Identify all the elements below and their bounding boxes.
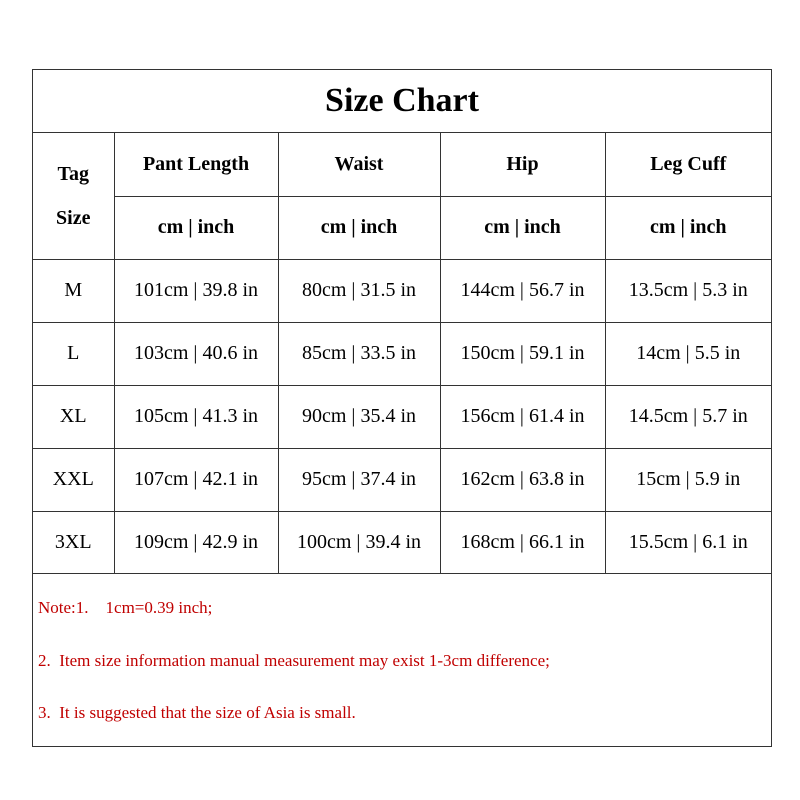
pant-length-cell: 101cm | 39.8 in <box>114 259 278 322</box>
column-header-leg-cuff: Leg Cuff <box>605 133 771 196</box>
waist-cell: 90cm | 35.4 in <box>278 385 440 448</box>
pant-length-cell: 107cm | 42.1 in <box>114 448 278 511</box>
leg-cuff-cell: 14cm | 5.5 in <box>605 322 771 385</box>
notes-section <box>33 573 771 746</box>
column-header-waist: Waist <box>278 133 440 196</box>
header-row <box>33 133 771 196</box>
waist-cell: 95cm | 37.4 in <box>278 448 440 511</box>
waist-cell: 80cm | 31.5 in <box>278 259 440 322</box>
note-1: Note:1. 1cm=0.39 inch; <box>38 598 213 617</box>
size-chart-frame <box>32 69 772 747</box>
table-row <box>33 322 771 385</box>
note-2: 2. Item size information manual measurement may exist 1-3cm difference; <box>38 651 550 670</box>
chart-title: Size Chart <box>33 70 771 133</box>
size-label: Size <box>56 206 91 229</box>
table-row <box>33 259 771 322</box>
column-header-pant-length: Pant Length <box>114 133 278 196</box>
table-row <box>33 448 771 511</box>
note-3: 3. It is suggested that the size of Asia is small. <box>38 703 356 722</box>
unit-label: cm | inch <box>440 196 605 259</box>
size-cell: M <box>33 259 114 322</box>
table-row <box>33 511 771 573</box>
hip-cell: 144cm | 56.7 in <box>440 259 605 322</box>
unit-label: cm | inch <box>114 196 278 259</box>
hip-cell: 162cm | 63.8 in <box>440 448 605 511</box>
tag-label: Tag <box>57 162 89 185</box>
waist-cell: 100cm | 39.4 in <box>278 511 440 573</box>
units-row <box>33 196 771 259</box>
leg-cuff-cell: 14.5cm | 5.7 in <box>605 385 771 448</box>
unit-label: cm | inch <box>278 196 440 259</box>
hip-cell: 156cm | 61.4 in <box>440 385 605 448</box>
size-cell: 3XL <box>33 511 114 573</box>
pant-length-cell: 105cm | 41.3 in <box>114 385 278 448</box>
leg-cuff-cell: 15cm | 5.9 in <box>605 448 771 511</box>
size-cell: XL <box>33 385 114 448</box>
pant-length-cell: 109cm | 42.9 in <box>114 511 278 573</box>
size-cell: L <box>33 322 114 385</box>
column-header-hip: Hip <box>440 133 605 196</box>
hip-cell: 150cm | 59.1 in <box>440 322 605 385</box>
unit-label: cm | inch <box>605 196 771 259</box>
waist-cell: 85cm | 33.5 in <box>278 322 440 385</box>
pant-length-cell: 103cm | 40.6 in <box>114 322 278 385</box>
hip-cell: 168cm | 66.1 in <box>440 511 605 573</box>
size-table <box>33 133 771 574</box>
leg-cuff-cell: 15.5cm | 6.1 in <box>605 511 771 573</box>
leg-cuff-cell: 13.5cm | 5.3 in <box>605 259 771 322</box>
tag-size-header <box>33 133 114 259</box>
size-cell: XXL <box>33 448 114 511</box>
table-row <box>33 385 771 448</box>
